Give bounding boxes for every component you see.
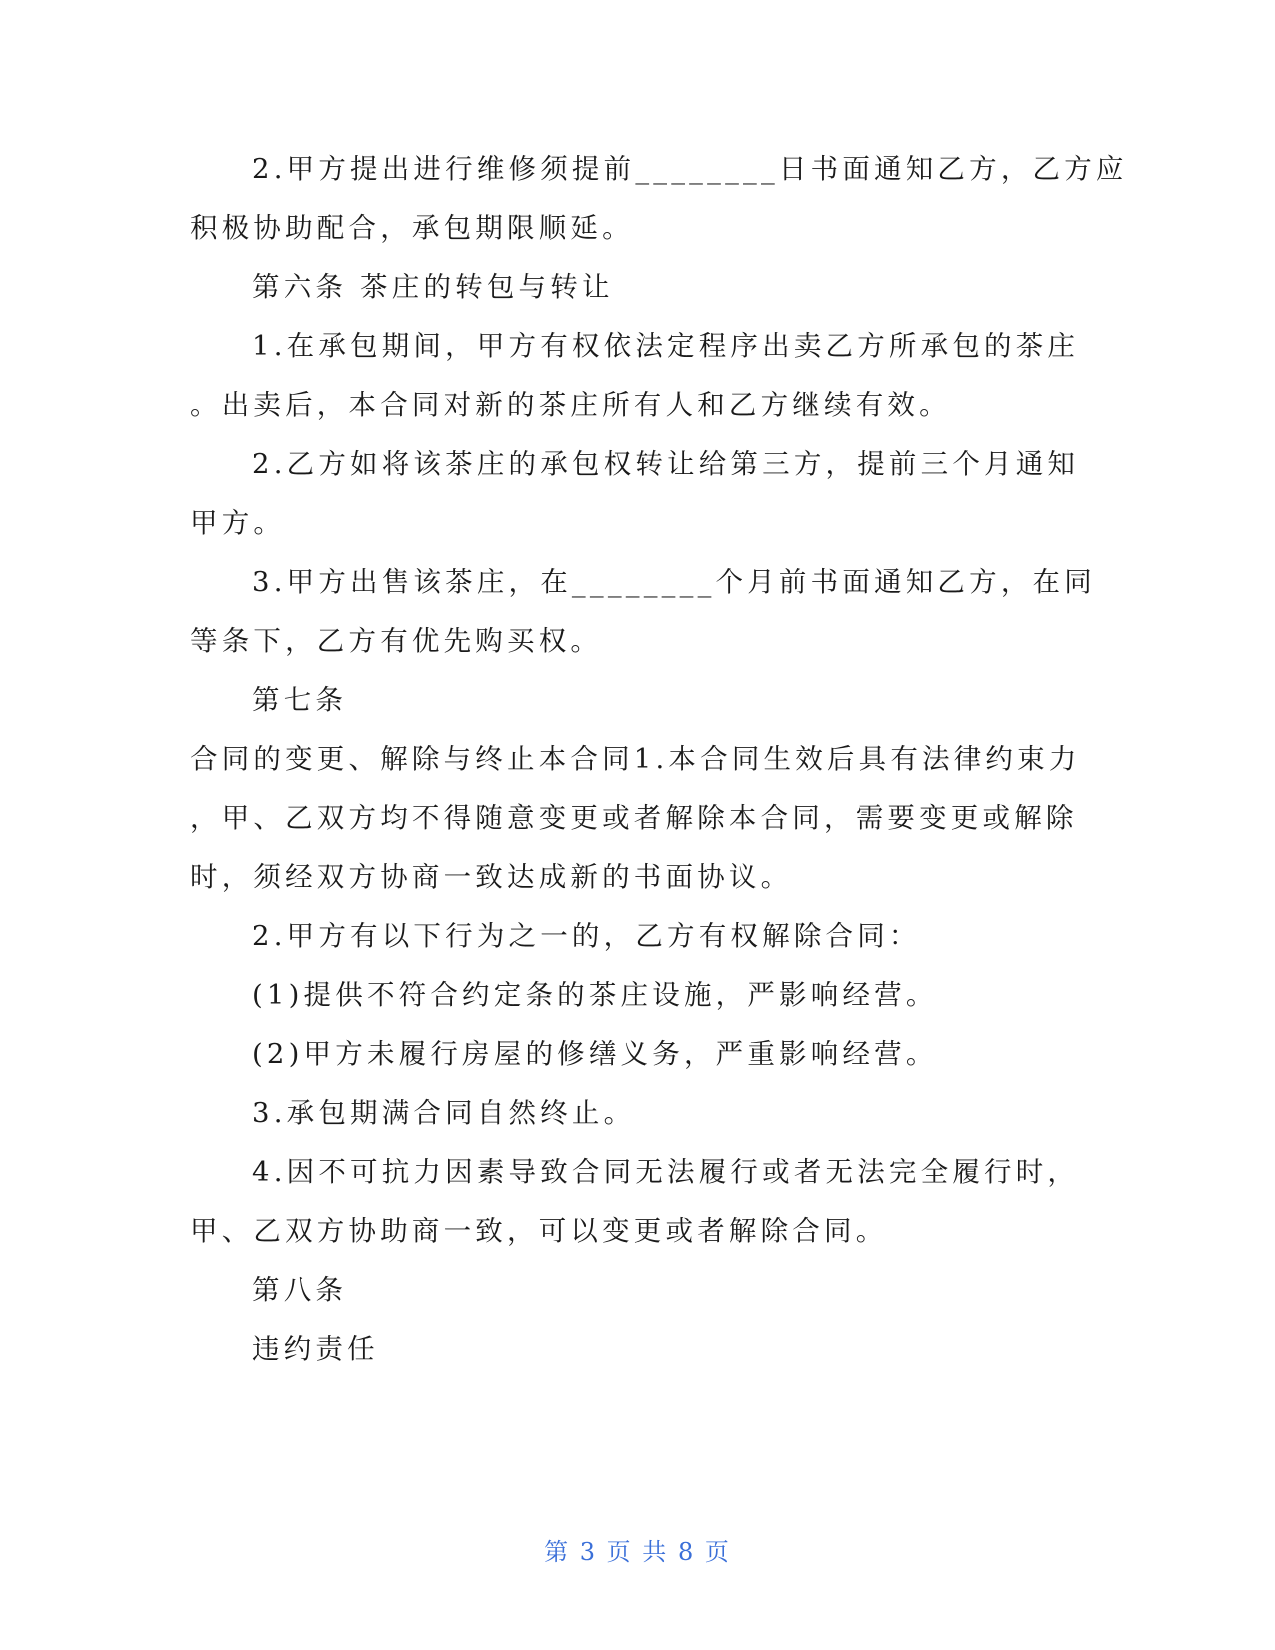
paragraph-line: 。出卖后，本合同对新的茶庄所有人和乙方继续有效。 [190, 389, 951, 421]
paragraph-line: 时，须经双方协商一致达成新的书面协议。 [190, 861, 793, 893]
paragraph-line: 甲方。 [190, 507, 286, 539]
paragraph-line: 等条下，乙方有优先购买权。 [190, 625, 603, 657]
paragraph-line: 3.承包期满合同自然终止。 [252, 1097, 636, 1129]
paragraph-line: (1)提供不符合约定条的茶庄设施，严影响经营。 [252, 979, 938, 1011]
document-body [190, 140, 1128, 1379]
section-heading: 第七条 [252, 684, 348, 716]
paragraph-line: (2)甲方未履行房屋的修缮义务，严重影响经营。 [252, 1038, 938, 1070]
paragraph-line: 2.甲方有以下行为之一的，乙方有权解除合同： [252, 920, 921, 952]
paragraph-line: 1.在承包期间，甲方有权依法定程序出卖乙方所承包的茶庄 [252, 330, 1080, 362]
paragraph-line: 甲、乙双方协助商一致，可以变更或者解除合同。 [190, 1215, 888, 1247]
page-number-footer: 第 3 页 共 8 页 [544, 1538, 731, 1566]
section-heading: 违约责任 [252, 1333, 379, 1365]
paragraph-line: ，甲、乙双方均不得随意变更或者解除本合同，需要变更或解除 [190, 802, 1078, 834]
paragraph-line: 2.乙方如将该茶庄的承包权转让给第三方，提前三个月通知 [252, 448, 1080, 480]
paragraph-line: 4.因不可抗力因素导致合同无法履行或者无法完全履行时， [252, 1156, 1080, 1188]
paragraph-line: 2.甲方提出进行维修须提前________日书面通知乙方，乙方应 [252, 153, 1128, 185]
paragraph-line: 积极协助配合，承包期限顺延。 [190, 212, 634, 244]
paragraph-line: 合同的变更、解除与终止本合同1.本合同生效后具有法律约束力 [190, 743, 1081, 775]
section-heading: 第八条 [252, 1274, 348, 1306]
section-heading: 第六条 茶庄的转包与转让 [252, 271, 614, 303]
paragraph-line: 3.甲方出售该茶庄，在________个月前书面通知乙方，在同 [252, 566, 1096, 598]
